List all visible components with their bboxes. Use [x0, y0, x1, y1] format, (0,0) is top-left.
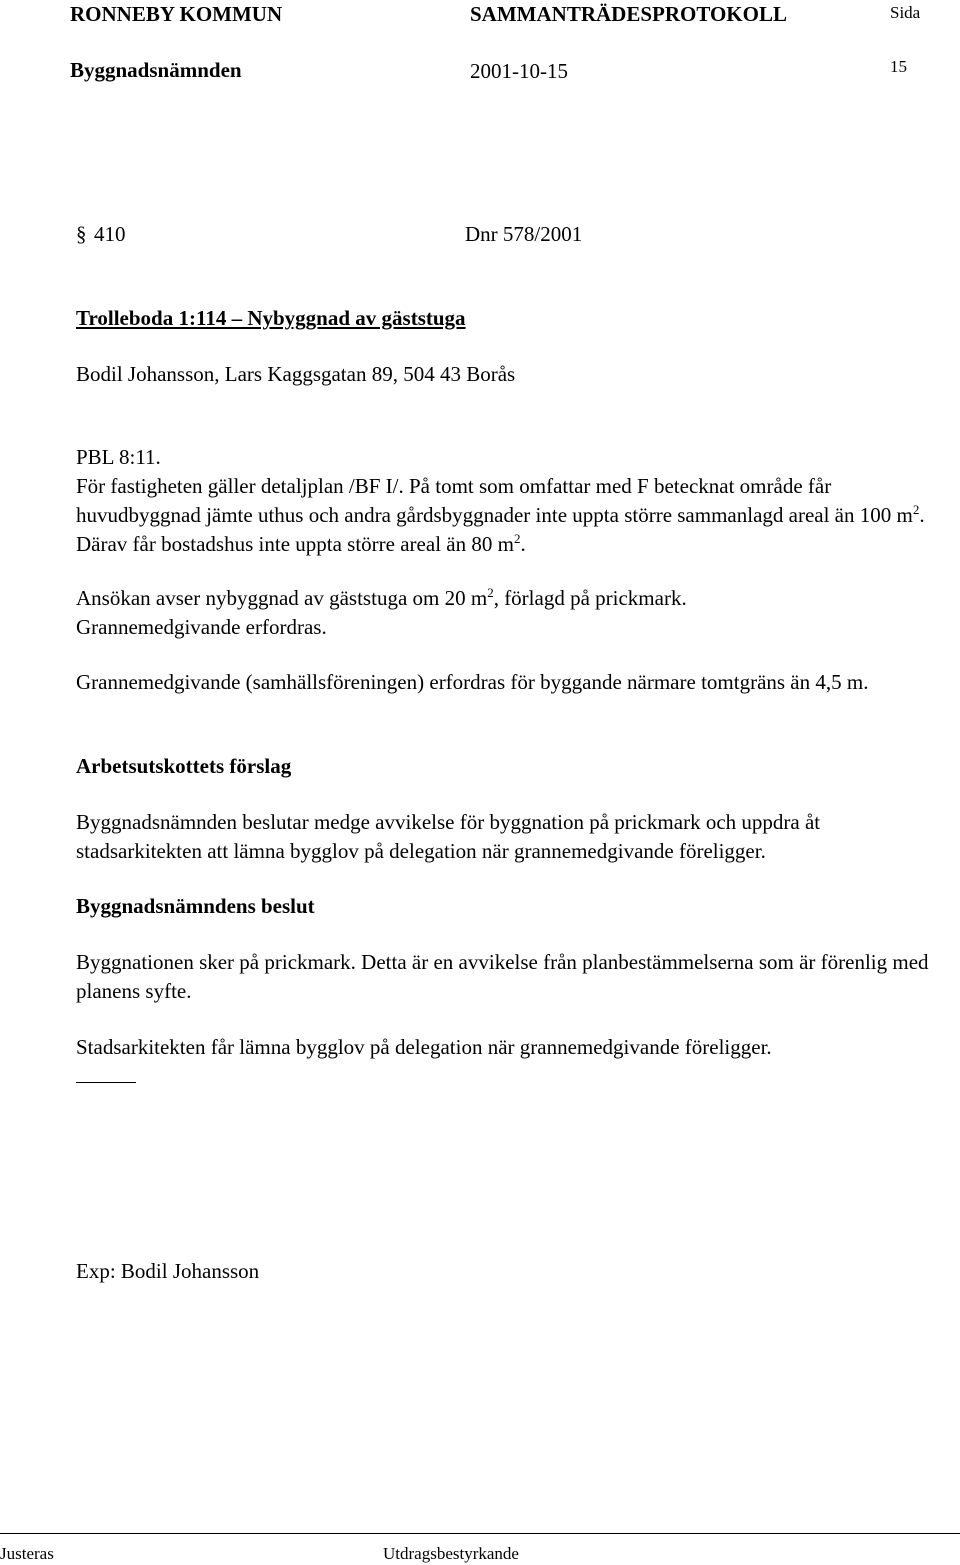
paragraph-neighbour: Grannemedgivande (samhällsföreningen) erfordras för byggande närmare tomtgräns än 4,5 m.	[76, 670, 869, 694]
plan-sup-1: 2	[912, 502, 920, 517]
plan-text-b: . Därav får bostadshus inte uppta större areal än 80 m	[76, 503, 925, 556]
paragraph-value: 410	[94, 222, 126, 246]
heading-proposal: Arbetsutskottets förslag	[76, 754, 292, 778]
plan-text-c: .	[520, 532, 526, 556]
paragraph-application	[76, 584, 946, 642]
paragraph-decision-2: Stadsarkitekten får lämna bygglov på delegation när grannemedgivande föreligger.	[76, 1035, 772, 1059]
plan-text-a: För fastigheten gäller detaljplan /BF I/. På tomt som omfattar med F betecknat område får huvudbyggnad jämte uthus och andra gårdsbyggnader inte uppta större sammanlagd areal än 100 m	[76, 474, 913, 527]
page-number: 15	[890, 57, 907, 76]
paragraph-proposal: Byggnadsnämnden beslutar medge avvikelse för byggnation på prickmark och uppdra åt stadsarkitekten att lämna bygglov på delegation när grannemedgivande föreligger.	[76, 810, 821, 863]
paragraph-plan	[76, 472, 946, 559]
footer-divider	[0, 1533, 960, 1534]
committee-name: Byggnadsnämnden	[70, 58, 242, 82]
document-type: SAMMANTRÄDESPROTOKOLL	[470, 2, 787, 26]
page-label: Sida	[890, 3, 921, 22]
application-line-2: Grannemedgivande erfordras.	[76, 615, 327, 639]
section-sign: §	[76, 222, 87, 246]
dnr: Dnr 578/2001	[465, 222, 583, 246]
application-sup: 2	[487, 585, 494, 600]
pbl-reference: PBL 8:11.	[76, 445, 161, 469]
heading-decision: Byggnadsnämndens beslut	[76, 894, 315, 918]
organization-name: RONNEBY KOMMUN	[70, 2, 283, 26]
meeting-date: 2001-10-15	[470, 59, 568, 83]
expedition: Exp: Bodil Johansson	[76, 1259, 260, 1283]
footer-justeras: Justeras	[0, 1544, 54, 1563]
application-text-b: , förlagd på prickmark.	[493, 586, 687, 610]
application-text-a: Ansökan avser nybyggnad av gäststuga om 20 m	[76, 586, 488, 610]
plan-sup-2: 2	[513, 531, 521, 546]
paragraph-decision-1: Byggnationen sker på prickmark. Detta är en avvikelse från planbestämmelserna som är förenlig med planens syfte.	[76, 950, 929, 1003]
paragraph-number	[76, 220, 126, 249]
applicant: Bodil Johansson, Lars Kaggsgatan 89, 504 43 Borås	[76, 362, 516, 386]
footer-utdragsbestyrkande: Utdragsbestyrkande	[383, 1544, 519, 1563]
case-title: Trolleboda 1:114 – Nybyggnad av gäststuga	[76, 306, 466, 330]
end-rule	[76, 1082, 136, 1083]
